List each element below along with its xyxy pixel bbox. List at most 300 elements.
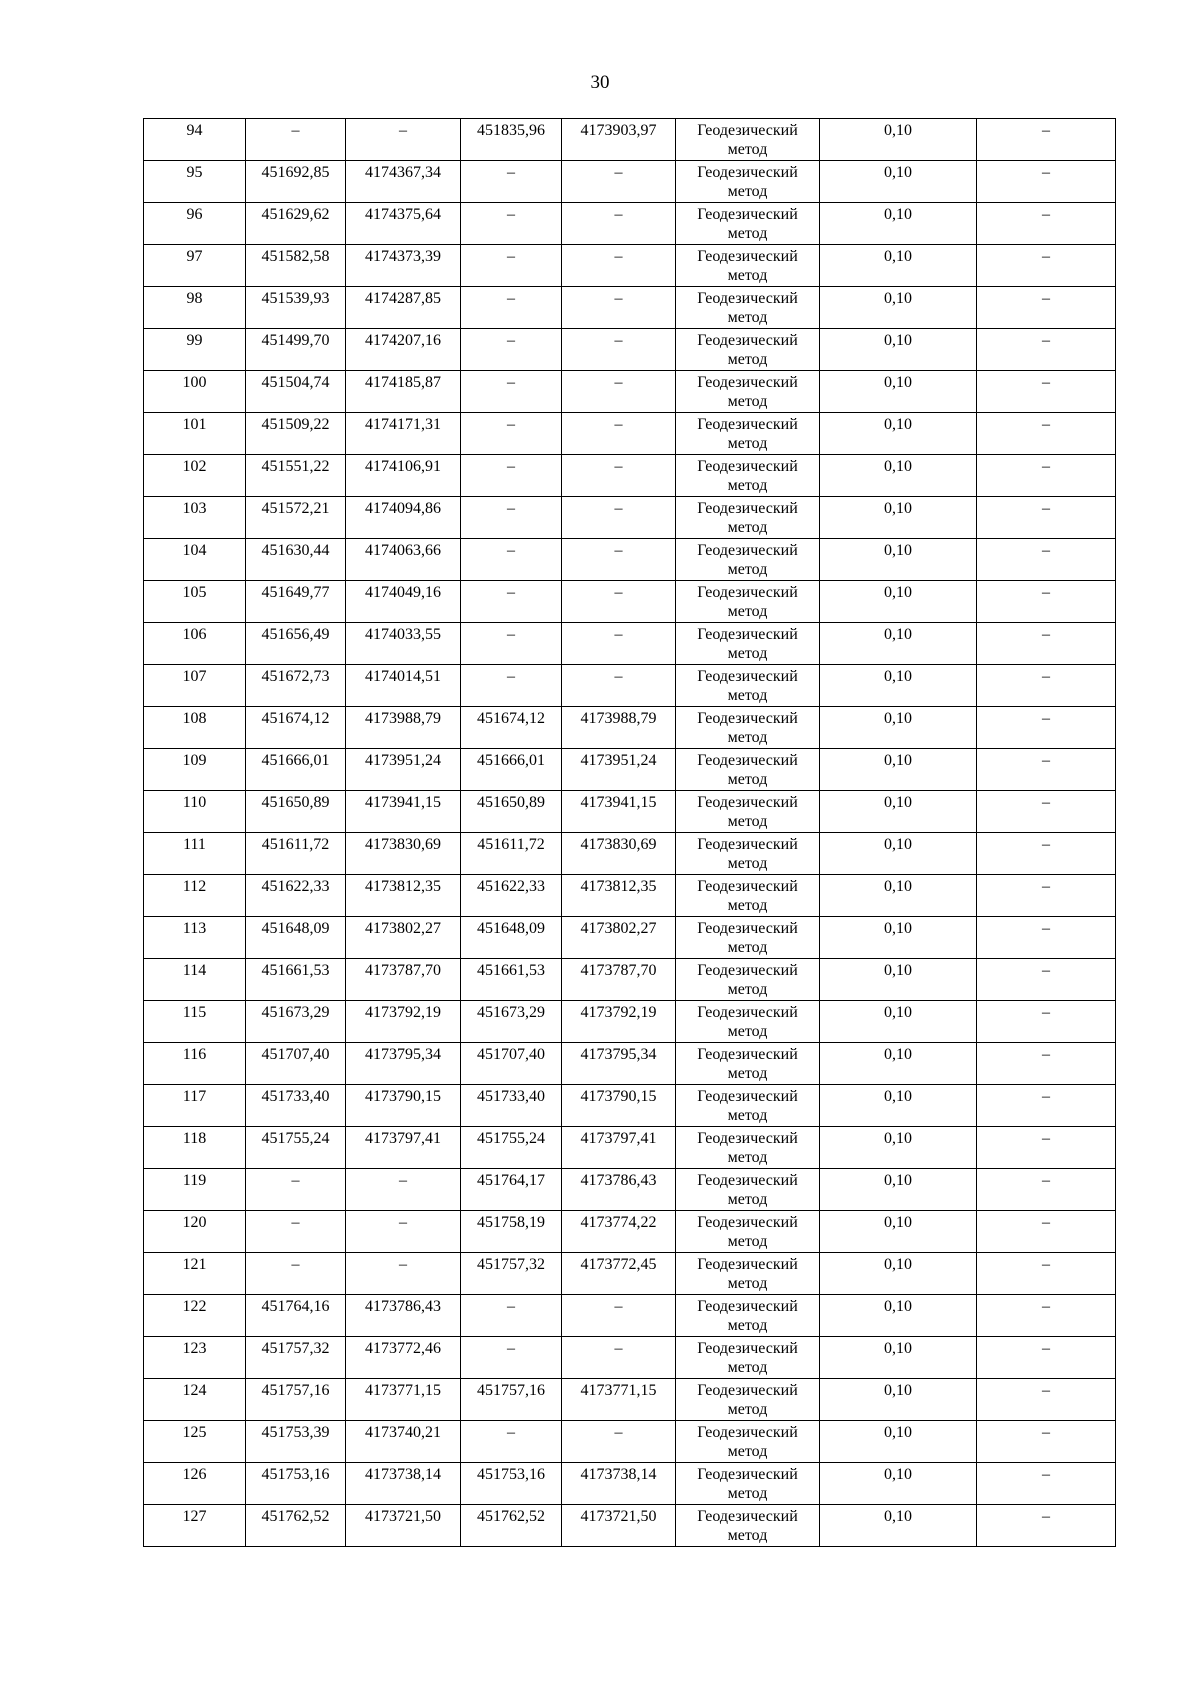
note-cell: – xyxy=(977,329,1116,371)
table-row xyxy=(144,875,1116,917)
table-row xyxy=(144,707,1116,749)
method-cell: Геодезический метод xyxy=(676,749,820,791)
table-row xyxy=(144,1001,1116,1043)
note-cell: – xyxy=(977,749,1116,791)
refined-x-cell: 451648,09 xyxy=(461,917,562,959)
method-cell: Геодезический метод xyxy=(676,371,820,413)
table-row xyxy=(144,371,1116,413)
method-cell: Геодезический метод xyxy=(676,1295,820,1337)
table-row xyxy=(144,1337,1116,1379)
existing-x-cell: 451757,16 xyxy=(246,1379,346,1421)
refined-x-cell: – xyxy=(461,329,562,371)
note-cell: – xyxy=(977,1211,1116,1253)
table-row xyxy=(144,665,1116,707)
existing-x-cell: – xyxy=(246,1253,346,1295)
table-row xyxy=(144,161,1116,203)
accuracy-cell: 0,10 xyxy=(820,791,977,833)
existing-x-cell: 451551,22 xyxy=(246,455,346,497)
note-cell: – xyxy=(977,1043,1116,1085)
accuracy-cell: 0,10 xyxy=(820,539,977,581)
refined-y-cell: 4173792,19 xyxy=(562,1001,676,1043)
accuracy-cell: 0,10 xyxy=(820,455,977,497)
method-cell: Геодезический метод xyxy=(676,665,820,707)
accuracy-cell: 0,10 xyxy=(820,161,977,203)
accuracy-cell: 0,10 xyxy=(820,1085,977,1127)
note-cell: – xyxy=(977,959,1116,1001)
accuracy-cell: 0,10 xyxy=(820,1253,977,1295)
table-row xyxy=(144,497,1116,539)
point-number-cell: 111 xyxy=(144,833,246,875)
existing-y-cell: 4174106,91 xyxy=(346,455,461,497)
existing-y-cell: – xyxy=(346,119,461,161)
existing-x-cell: 451764,16 xyxy=(246,1295,346,1337)
existing-y-cell: 4174033,55 xyxy=(346,623,461,665)
existing-x-cell: 451692,85 xyxy=(246,161,346,203)
accuracy-cell: 0,10 xyxy=(820,497,977,539)
accuracy-cell: 0,10 xyxy=(820,1169,977,1211)
method-cell: Геодезический метод xyxy=(676,1337,820,1379)
refined-y-cell: – xyxy=(562,413,676,455)
note-cell: – xyxy=(977,497,1116,539)
note-cell: – xyxy=(977,413,1116,455)
existing-y-cell: 4174367,34 xyxy=(346,161,461,203)
existing-y-cell: 4173797,41 xyxy=(346,1127,461,1169)
method-cell: Геодезический метод xyxy=(676,581,820,623)
table-row xyxy=(144,203,1116,245)
table-row xyxy=(144,119,1116,161)
accuracy-cell: 0,10 xyxy=(820,1127,977,1169)
note-cell: – xyxy=(977,161,1116,203)
existing-x-cell: 451509,22 xyxy=(246,413,346,455)
accuracy-cell: 0,10 xyxy=(820,1379,977,1421)
note-cell: – xyxy=(977,1253,1116,1295)
existing-y-cell: 4174049,16 xyxy=(346,581,461,623)
existing-y-cell: 4173830,69 xyxy=(346,833,461,875)
point-number-cell: 116 xyxy=(144,1043,246,1085)
method-cell: Геодезический метод xyxy=(676,539,820,581)
point-number-cell: 117 xyxy=(144,1085,246,1127)
refined-x-cell: – xyxy=(461,203,562,245)
refined-x-cell: – xyxy=(461,581,562,623)
accuracy-cell: 0,10 xyxy=(820,1043,977,1085)
refined-y-cell: 4173774,22 xyxy=(562,1211,676,1253)
note-cell: – xyxy=(977,1337,1116,1379)
refined-y-cell: – xyxy=(562,539,676,581)
point-number-cell: 104 xyxy=(144,539,246,581)
method-cell: Геодезический метод xyxy=(676,1001,820,1043)
refined-x-cell: 451757,32 xyxy=(461,1253,562,1295)
refined-x-cell: – xyxy=(461,413,562,455)
existing-y-cell: 4173802,27 xyxy=(346,917,461,959)
table-row xyxy=(144,1253,1116,1295)
note-cell: – xyxy=(977,203,1116,245)
existing-x-cell: 451629,62 xyxy=(246,203,346,245)
point-number-cell: 127 xyxy=(144,1505,246,1547)
table-row xyxy=(144,1379,1116,1421)
existing-x-cell: – xyxy=(246,119,346,161)
refined-x-cell: – xyxy=(461,287,562,329)
refined-y-cell: 4173951,24 xyxy=(562,749,676,791)
table-row xyxy=(144,749,1116,791)
method-cell: Геодезический метод xyxy=(676,119,820,161)
refined-x-cell: 451758,19 xyxy=(461,1211,562,1253)
point-number-cell: 121 xyxy=(144,1253,246,1295)
accuracy-cell: 0,10 xyxy=(820,371,977,413)
page-number: 30 xyxy=(590,72,610,93)
point-number-cell: 102 xyxy=(144,455,246,497)
method-cell: Геодезический метод xyxy=(676,1379,820,1421)
point-number-cell: 94 xyxy=(144,119,246,161)
method-cell: Геодезический метод xyxy=(676,1211,820,1253)
refined-x-cell: 451661,53 xyxy=(461,959,562,1001)
accuracy-cell: 0,10 xyxy=(820,1337,977,1379)
existing-x-cell: 451753,39 xyxy=(246,1421,346,1463)
refined-y-cell: – xyxy=(562,665,676,707)
accuracy-cell: 0,10 xyxy=(820,1295,977,1337)
refined-x-cell: – xyxy=(461,1337,562,1379)
refined-x-cell: 451674,12 xyxy=(461,707,562,749)
refined-x-cell: – xyxy=(461,623,562,665)
refined-y-cell: – xyxy=(562,1295,676,1337)
point-number-cell: 124 xyxy=(144,1379,246,1421)
existing-x-cell: 451753,16 xyxy=(246,1463,346,1505)
refined-y-cell: – xyxy=(562,287,676,329)
coordinates-table xyxy=(143,118,1116,1547)
existing-y-cell: 4173951,24 xyxy=(346,749,461,791)
table-row xyxy=(144,1463,1116,1505)
accuracy-cell: 0,10 xyxy=(820,833,977,875)
refined-y-cell: – xyxy=(562,161,676,203)
refined-y-cell: – xyxy=(562,371,676,413)
existing-x-cell: 451630,44 xyxy=(246,539,346,581)
existing-x-cell: 451622,33 xyxy=(246,875,346,917)
method-cell: Геодезический метод xyxy=(676,1505,820,1547)
refined-x-cell: – xyxy=(461,665,562,707)
existing-x-cell: 451499,70 xyxy=(246,329,346,371)
refined-y-cell: – xyxy=(562,623,676,665)
existing-x-cell: 451757,32 xyxy=(246,1337,346,1379)
existing-x-cell: 451762,52 xyxy=(246,1505,346,1547)
refined-y-cell: 4173786,43 xyxy=(562,1169,676,1211)
existing-y-cell: 4173771,15 xyxy=(346,1379,461,1421)
refined-y-cell: 4173941,15 xyxy=(562,791,676,833)
refined-x-cell: 451611,72 xyxy=(461,833,562,875)
point-number-cell: 105 xyxy=(144,581,246,623)
existing-y-cell: 4173790,15 xyxy=(346,1085,461,1127)
accuracy-cell: 0,10 xyxy=(820,1421,977,1463)
existing-y-cell: 4173792,19 xyxy=(346,1001,461,1043)
table-row xyxy=(144,287,1116,329)
table-row xyxy=(144,1169,1116,1211)
note-cell: – xyxy=(977,287,1116,329)
method-cell: Геодезический метод xyxy=(676,1085,820,1127)
method-cell: Геодезический метод xyxy=(676,1127,820,1169)
refined-y-cell: – xyxy=(562,581,676,623)
note-cell: – xyxy=(977,539,1116,581)
note-cell: – xyxy=(977,245,1116,287)
refined-y-cell: 4173790,15 xyxy=(562,1085,676,1127)
accuracy-cell: 0,10 xyxy=(820,917,977,959)
method-cell: Геодезический метод xyxy=(676,203,820,245)
refined-y-cell: – xyxy=(562,245,676,287)
refined-y-cell: – xyxy=(562,1337,676,1379)
table-row xyxy=(144,1085,1116,1127)
existing-y-cell: – xyxy=(346,1253,461,1295)
table-row xyxy=(144,1127,1116,1169)
method-cell: Геодезический метод xyxy=(676,1043,820,1085)
note-cell: – xyxy=(977,1421,1116,1463)
point-number-cell: 113 xyxy=(144,917,246,959)
existing-x-cell: 451648,09 xyxy=(246,917,346,959)
note-cell: – xyxy=(977,1085,1116,1127)
existing-x-cell: – xyxy=(246,1169,346,1211)
table-row xyxy=(144,455,1116,497)
refined-x-cell: – xyxy=(461,161,562,203)
point-number-cell: 108 xyxy=(144,707,246,749)
existing-x-cell: 451755,24 xyxy=(246,1127,346,1169)
note-cell: – xyxy=(977,917,1116,959)
existing-x-cell: 451582,58 xyxy=(246,245,346,287)
existing-y-cell: 4174171,31 xyxy=(346,413,461,455)
accuracy-cell: 0,10 xyxy=(820,875,977,917)
existing-y-cell: 4173738,14 xyxy=(346,1463,461,1505)
refined-y-cell: 4173795,34 xyxy=(562,1043,676,1085)
accuracy-cell: 0,10 xyxy=(820,581,977,623)
method-cell: Геодезический метод xyxy=(676,707,820,749)
refined-x-cell: – xyxy=(461,497,562,539)
table-row xyxy=(144,581,1116,623)
existing-y-cell: 4174063,66 xyxy=(346,539,461,581)
existing-x-cell: 451673,29 xyxy=(246,1001,346,1043)
method-cell: Геодезический метод xyxy=(676,833,820,875)
point-number-cell: 97 xyxy=(144,245,246,287)
table-row xyxy=(144,245,1116,287)
note-cell: – xyxy=(977,1127,1116,1169)
point-number-cell: 101 xyxy=(144,413,246,455)
table-row xyxy=(144,1211,1116,1253)
note-cell: – xyxy=(977,1379,1116,1421)
refined-y-cell: 4173787,70 xyxy=(562,959,676,1001)
method-cell: Геодезический метод xyxy=(676,875,820,917)
existing-y-cell: 4174287,85 xyxy=(346,287,461,329)
point-number-cell: 95 xyxy=(144,161,246,203)
refined-x-cell: 451733,40 xyxy=(461,1085,562,1127)
refined-y-cell: – xyxy=(562,455,676,497)
table-row xyxy=(144,1505,1116,1547)
existing-x-cell: 451674,12 xyxy=(246,707,346,749)
existing-y-cell: 4173772,46 xyxy=(346,1337,461,1379)
existing-y-cell: 4173988,79 xyxy=(346,707,461,749)
refined-y-cell: 4173812,35 xyxy=(562,875,676,917)
existing-y-cell: 4173740,21 xyxy=(346,1421,461,1463)
point-number-cell: 122 xyxy=(144,1295,246,1337)
point-number-cell: 110 xyxy=(144,791,246,833)
method-cell: Геодезический метод xyxy=(676,623,820,665)
accuracy-cell: 0,10 xyxy=(820,119,977,161)
refined-y-cell: 4173903,97 xyxy=(562,119,676,161)
note-cell: – xyxy=(977,1295,1116,1337)
method-cell: Геодезический метод xyxy=(676,791,820,833)
existing-y-cell: – xyxy=(346,1211,461,1253)
point-number-cell: 96 xyxy=(144,203,246,245)
refined-y-cell: 4173797,41 xyxy=(562,1127,676,1169)
note-cell: – xyxy=(977,1169,1116,1211)
note-cell: – xyxy=(977,791,1116,833)
point-number-cell: 106 xyxy=(144,623,246,665)
method-cell: Геодезический метод xyxy=(676,1463,820,1505)
accuracy-cell: 0,10 xyxy=(820,707,977,749)
note-cell: – xyxy=(977,875,1116,917)
existing-y-cell: 4174375,64 xyxy=(346,203,461,245)
accuracy-cell: 0,10 xyxy=(820,413,977,455)
note-cell: – xyxy=(977,1463,1116,1505)
refined-y-cell: 4173988,79 xyxy=(562,707,676,749)
refined-x-cell: 451762,52 xyxy=(461,1505,562,1547)
refined-x-cell: 451622,33 xyxy=(461,875,562,917)
existing-y-cell: 4173812,35 xyxy=(346,875,461,917)
note-cell: – xyxy=(977,665,1116,707)
existing-y-cell: – xyxy=(346,1169,461,1211)
point-number-cell: 119 xyxy=(144,1169,246,1211)
refined-x-cell: – xyxy=(461,455,562,497)
method-cell: Геодезический метод xyxy=(676,1421,820,1463)
method-cell: Геодезический метод xyxy=(676,1169,820,1211)
note-cell: – xyxy=(977,833,1116,875)
point-number-cell: 98 xyxy=(144,287,246,329)
point-number-cell: 118 xyxy=(144,1127,246,1169)
method-cell: Геодезический метод xyxy=(676,1253,820,1295)
refined-y-cell: – xyxy=(562,329,676,371)
accuracy-cell: 0,10 xyxy=(820,329,977,371)
point-number-cell: 126 xyxy=(144,1463,246,1505)
method-cell: Геодезический метод xyxy=(676,287,820,329)
refined-x-cell: – xyxy=(461,1295,562,1337)
method-cell: Геодезический метод xyxy=(676,413,820,455)
existing-x-cell: – xyxy=(246,1211,346,1253)
existing-x-cell: 451539,93 xyxy=(246,287,346,329)
method-cell: Геодезический метод xyxy=(676,497,820,539)
accuracy-cell: 0,10 xyxy=(820,1463,977,1505)
refined-x-cell: 451835,96 xyxy=(461,119,562,161)
existing-x-cell: 451733,40 xyxy=(246,1085,346,1127)
refined-x-cell: 451753,16 xyxy=(461,1463,562,1505)
accuracy-cell: 0,10 xyxy=(820,203,977,245)
table-row xyxy=(144,1421,1116,1463)
existing-x-cell: 451649,77 xyxy=(246,581,346,623)
refined-x-cell: – xyxy=(461,539,562,581)
table-row xyxy=(144,959,1116,1001)
accuracy-cell: 0,10 xyxy=(820,665,977,707)
refined-y-cell: – xyxy=(562,203,676,245)
point-number-cell: 123 xyxy=(144,1337,246,1379)
existing-y-cell: 4174373,39 xyxy=(346,245,461,287)
existing-x-cell: 451666,01 xyxy=(246,749,346,791)
note-cell: – xyxy=(977,707,1116,749)
refined-y-cell: 4173771,15 xyxy=(562,1379,676,1421)
point-number-cell: 115 xyxy=(144,1001,246,1043)
note-cell: – xyxy=(977,455,1116,497)
refined-x-cell: – xyxy=(461,245,562,287)
refined-x-cell: – xyxy=(461,1421,562,1463)
method-cell: Геодезический метод xyxy=(676,329,820,371)
existing-x-cell: 451656,49 xyxy=(246,623,346,665)
existing-x-cell: 451611,72 xyxy=(246,833,346,875)
point-number-cell: 114 xyxy=(144,959,246,1001)
refined-y-cell: 4173721,50 xyxy=(562,1505,676,1547)
refined-x-cell: 451666,01 xyxy=(461,749,562,791)
refined-x-cell: 451764,17 xyxy=(461,1169,562,1211)
note-cell: – xyxy=(977,119,1116,161)
existing-y-cell: 4174094,86 xyxy=(346,497,461,539)
point-number-cell: 125 xyxy=(144,1421,246,1463)
existing-y-cell: 4173787,70 xyxy=(346,959,461,1001)
refined-x-cell: – xyxy=(461,371,562,413)
refined-x-cell: 451757,16 xyxy=(461,1379,562,1421)
refined-x-cell: 451707,40 xyxy=(461,1043,562,1085)
accuracy-cell: 0,10 xyxy=(820,287,977,329)
table-row xyxy=(144,623,1116,665)
table-row xyxy=(144,413,1116,455)
refined-y-cell: 4173830,69 xyxy=(562,833,676,875)
method-cell: Геодезический метод xyxy=(676,917,820,959)
refined-y-cell: – xyxy=(562,1421,676,1463)
existing-y-cell: 4174014,51 xyxy=(346,665,461,707)
refined-y-cell: 4173772,45 xyxy=(562,1253,676,1295)
note-cell: – xyxy=(977,1001,1116,1043)
refined-y-cell: 4173738,14 xyxy=(562,1463,676,1505)
table-row xyxy=(144,539,1116,581)
existing-x-cell: 451504,74 xyxy=(246,371,346,413)
existing-y-cell: 4173721,50 xyxy=(346,1505,461,1547)
method-cell: Геодезический метод xyxy=(676,959,820,1001)
refined-y-cell: 4173802,27 xyxy=(562,917,676,959)
point-number-cell: 99 xyxy=(144,329,246,371)
existing-y-cell: 4174207,16 xyxy=(346,329,461,371)
existing-x-cell: 451672,73 xyxy=(246,665,346,707)
point-number-cell: 103 xyxy=(144,497,246,539)
table-row xyxy=(144,1043,1116,1085)
refined-x-cell: 451673,29 xyxy=(461,1001,562,1043)
accuracy-cell: 0,10 xyxy=(820,959,977,1001)
refined-y-cell: – xyxy=(562,497,676,539)
existing-y-cell: 4173941,15 xyxy=(346,791,461,833)
existing-x-cell: 451650,89 xyxy=(246,791,346,833)
table-row xyxy=(144,1295,1116,1337)
point-number-cell: 120 xyxy=(144,1211,246,1253)
existing-x-cell: 451572,21 xyxy=(246,497,346,539)
accuracy-cell: 0,10 xyxy=(820,1001,977,1043)
method-cell: Геодезический метод xyxy=(676,455,820,497)
table-row xyxy=(144,917,1116,959)
refined-x-cell: 451650,89 xyxy=(461,791,562,833)
existing-y-cell: 4173795,34 xyxy=(346,1043,461,1085)
existing-x-cell: 451661,53 xyxy=(246,959,346,1001)
existing-y-cell: 4173786,43 xyxy=(346,1295,461,1337)
point-number-cell: 107 xyxy=(144,665,246,707)
method-cell: Геодезический метод xyxy=(676,161,820,203)
note-cell: – xyxy=(977,581,1116,623)
note-cell: – xyxy=(977,1505,1116,1547)
accuracy-cell: 0,10 xyxy=(820,1211,977,1253)
accuracy-cell: 0,10 xyxy=(820,245,977,287)
note-cell: – xyxy=(977,371,1116,413)
table-row xyxy=(144,833,1116,875)
existing-y-cell: 4174185,87 xyxy=(346,371,461,413)
refined-x-cell: 451755,24 xyxy=(461,1127,562,1169)
note-cell: – xyxy=(977,623,1116,665)
table-row xyxy=(144,791,1116,833)
table-body xyxy=(144,119,1116,1547)
